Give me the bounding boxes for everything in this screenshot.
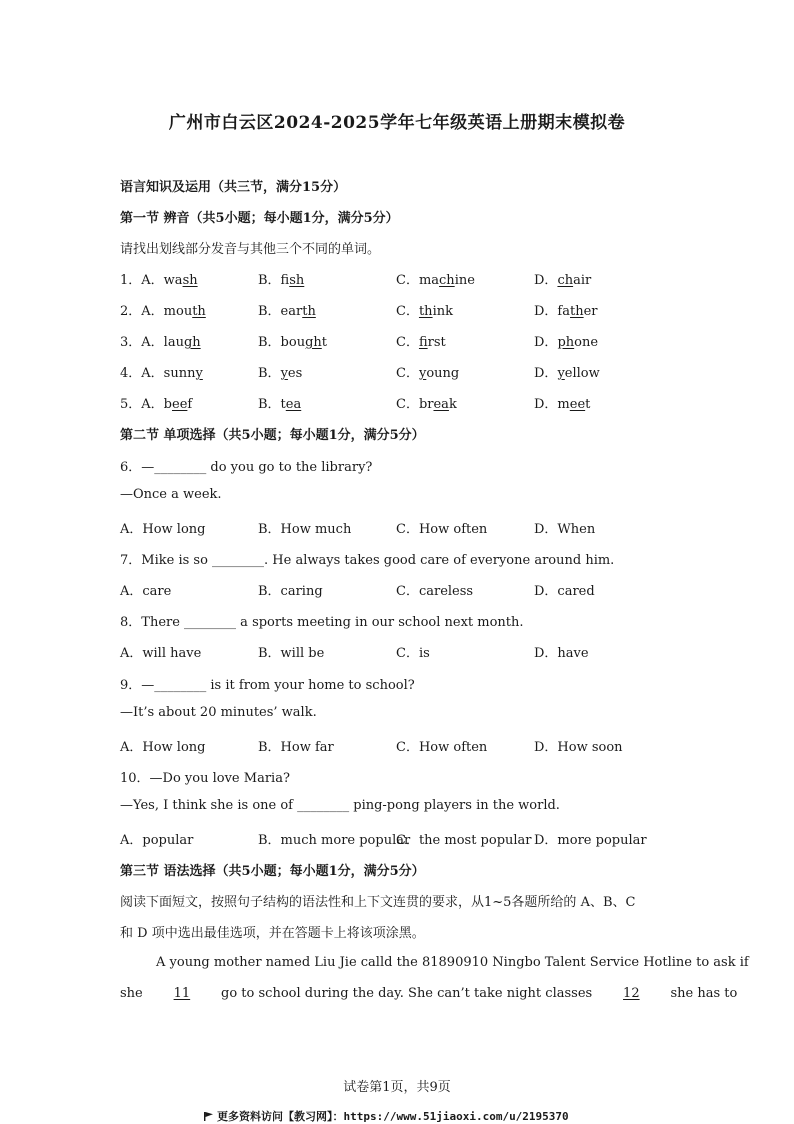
blank-12: 12 bbox=[623, 986, 640, 1001]
option-d bbox=[534, 393, 590, 412]
passage-text: go to school during the day. She can’t take night classes bbox=[221, 986, 593, 1001]
question-number: 5． bbox=[120, 397, 142, 412]
option-c bbox=[396, 300, 453, 319]
option-a bbox=[120, 362, 203, 381]
word-part: C． bbox=[396, 366, 419, 381]
underlined-letters: th bbox=[302, 304, 316, 319]
underlined-letters: y bbox=[418, 366, 427, 381]
underlined-letters: th bbox=[418, 304, 433, 319]
option-b: B．How much bbox=[258, 522, 352, 537]
word-part: f bbox=[187, 397, 193, 412]
option-b bbox=[258, 393, 301, 412]
q8-options bbox=[120, 642, 720, 662]
q9-stem: 9．—________ is it from your home to school? bbox=[120, 678, 415, 693]
question-number: 4． bbox=[120, 366, 142, 381]
underlined-letters: th bbox=[192, 304, 206, 319]
word-part: B．ear bbox=[258, 304, 303, 319]
q9-options bbox=[120, 736, 720, 756]
underlined-letters: ea bbox=[285, 397, 302, 412]
word-part: B． bbox=[258, 366, 281, 381]
word-part: C． bbox=[396, 335, 419, 350]
underlined-letters: sh bbox=[289, 273, 305, 288]
word-part: A．mou bbox=[141, 304, 193, 319]
option-b: B．much more popular bbox=[258, 833, 411, 848]
part-heading: 语言知识及运用（共三节，满分15分） bbox=[120, 180, 347, 195]
page-footer: 试卷第1页，共9页 bbox=[343, 1080, 451, 1095]
passage-text: she has to bbox=[670, 986, 738, 1001]
word-part: B．fi bbox=[258, 273, 290, 288]
q10-stem: 10．—Do you love Maria? bbox=[120, 771, 290, 786]
option-d: D．When bbox=[534, 522, 596, 537]
word-part: A．lau bbox=[141, 335, 184, 350]
option-c: C．How often bbox=[396, 740, 488, 755]
q10-reply: —Yes, I think she is one of ________ ping-pong players in the world. bbox=[120, 798, 560, 813]
word-part: oung bbox=[426, 366, 460, 381]
option-c: C．is bbox=[396, 646, 430, 661]
option-d bbox=[534, 300, 598, 319]
option-d bbox=[534, 269, 591, 288]
word-part: A．sunn bbox=[141, 366, 196, 381]
word-part: C．br bbox=[396, 397, 434, 412]
option-a: A．How long bbox=[120, 522, 206, 537]
option-d: D．have bbox=[534, 646, 589, 661]
word-part: ine bbox=[454, 273, 475, 288]
word-part: B．t bbox=[258, 397, 286, 412]
option-a: A．How long bbox=[120, 740, 206, 755]
passage-text: she bbox=[120, 986, 143, 1001]
underlined-letters: y bbox=[195, 366, 203, 381]
phonics-question-1 bbox=[120, 269, 720, 289]
word-part: D． bbox=[534, 273, 558, 288]
word-part: t bbox=[585, 397, 591, 412]
option-d: D．cared bbox=[534, 584, 595, 599]
word-part: D． bbox=[534, 366, 558, 381]
option-a: A．will have bbox=[120, 646, 202, 661]
question-number: 2． bbox=[120, 304, 142, 319]
underlined-letters: y bbox=[280, 366, 288, 381]
question-number: 1． bbox=[120, 273, 142, 288]
word-part: D．fa bbox=[534, 304, 570, 319]
q9-reply: —It’s about 20 minutes’ walk. bbox=[120, 705, 317, 720]
option-c: C．the most popular bbox=[396, 833, 532, 848]
page-title: 广州市白云区2024-2025学年七年级英语上册期末模拟卷 bbox=[168, 113, 626, 133]
option-b bbox=[258, 331, 327, 350]
underlined-letters: ph bbox=[557, 335, 575, 350]
word-part: A．b bbox=[141, 397, 172, 412]
phonics-question-5 bbox=[120, 393, 720, 413]
q10-options bbox=[120, 829, 720, 849]
phonics-question-4 bbox=[120, 362, 720, 382]
q7-stem: 7．Mike is so ________. He always takes good care of everyone around him. bbox=[120, 553, 615, 568]
word-part: air bbox=[573, 273, 592, 288]
underlined-letters: f bbox=[418, 335, 428, 350]
phonics-question-3 bbox=[120, 331, 720, 351]
q8-stem: 8．There ________ a sports meeting in our school next month. bbox=[120, 615, 524, 630]
option-c bbox=[396, 393, 457, 412]
option-d: D．How soon bbox=[534, 740, 623, 755]
option-b: B．caring bbox=[258, 584, 323, 599]
blank-11: 11 bbox=[173, 986, 191, 1001]
phonics-question-2 bbox=[120, 300, 720, 320]
word-part: er bbox=[583, 304, 598, 319]
option-d bbox=[534, 362, 600, 381]
word-part: ink bbox=[432, 304, 453, 319]
option-d: D．more popular bbox=[534, 833, 647, 848]
option-a: A．care bbox=[120, 584, 172, 599]
word-part: D． bbox=[534, 335, 558, 350]
option-d bbox=[534, 331, 598, 350]
word-part: C． bbox=[396, 304, 419, 319]
option-c bbox=[396, 269, 475, 288]
word-part: k bbox=[448, 397, 457, 412]
option-a: A．popular bbox=[120, 833, 194, 848]
underlined-letters: th bbox=[570, 304, 584, 319]
section1-instruction: 请找出划线部分发音与其他三个不同的单词。 bbox=[120, 242, 381, 257]
underlined-letters: ee bbox=[569, 397, 586, 412]
section2-heading: 第二节 单项选择（共5小题；每小题1分，满分5分） bbox=[120, 428, 425, 443]
underlined-letters: ee bbox=[172, 397, 188, 412]
underlined-letters: sh bbox=[182, 273, 198, 288]
underlined-letters: gh bbox=[305, 335, 322, 350]
option-a bbox=[120, 300, 206, 319]
underlined-letters: y bbox=[557, 366, 565, 381]
q7-options bbox=[120, 580, 720, 600]
passage-line-2 bbox=[120, 986, 737, 1001]
underlined-letters: ch bbox=[557, 273, 574, 288]
option-b bbox=[258, 362, 302, 381]
option-b: B．will be bbox=[258, 646, 325, 661]
question-number: 3． bbox=[120, 335, 142, 350]
word-part: C．ma bbox=[396, 273, 440, 288]
word-part: t bbox=[321, 335, 328, 350]
word-part: A．wa bbox=[141, 273, 183, 288]
underlined-letters: ch bbox=[439, 273, 455, 288]
word-part: ellow bbox=[564, 366, 600, 381]
word-part: es bbox=[287, 366, 303, 381]
q6-reply: —Once a week. bbox=[120, 487, 222, 502]
word-part: one bbox=[574, 335, 599, 350]
passage-line-1: A young mother named Liu Jie calld the 81890910 Ningbo Talent Service Hotline to ask if bbox=[156, 955, 749, 970]
section3-instruction-2: 和 D 项中选出最佳选项，并在答题卡上将该项涂黑。 bbox=[120, 926, 425, 941]
underlined-letters: gh bbox=[183, 335, 201, 350]
word-part: B．bou bbox=[258, 335, 306, 350]
option-a bbox=[120, 393, 192, 412]
option-c: C．careless bbox=[396, 584, 474, 599]
section3-heading: 第三节 语法选择（共5小题；每小题1分，满分5分） bbox=[120, 864, 425, 879]
resource-link-text[interactable]: 更多资料访问【教习网】：https://www.51jiaoxi.com/u/2195370 bbox=[217, 1110, 569, 1123]
option-c bbox=[396, 362, 459, 381]
underlined-letters: ea bbox=[433, 397, 449, 412]
word-part: irst bbox=[427, 335, 446, 350]
option-b: B．How far bbox=[258, 740, 334, 755]
section1-heading: 第一节 辨音（共5小题；每小题1分，满分5分） bbox=[120, 211, 399, 226]
q6-options bbox=[120, 518, 720, 538]
q6-stem: 6．—________ do you go to the library? bbox=[120, 460, 373, 475]
option-c: C．How often bbox=[396, 522, 488, 537]
option-b bbox=[258, 300, 316, 319]
section3-instruction-1: 阅读下面短文，按照句子结构的语法性和上下文连贯的要求，从1~5各题所给的 A、B、C bbox=[120, 895, 636, 910]
word-part: D．m bbox=[534, 397, 570, 412]
flag-icon bbox=[204, 1112, 213, 1121]
option-a bbox=[120, 269, 198, 288]
option-a bbox=[120, 331, 201, 350]
option-b bbox=[258, 269, 304, 288]
option-c bbox=[396, 331, 446, 350]
resource-link-line[interactable] bbox=[204, 1108, 569, 1124]
